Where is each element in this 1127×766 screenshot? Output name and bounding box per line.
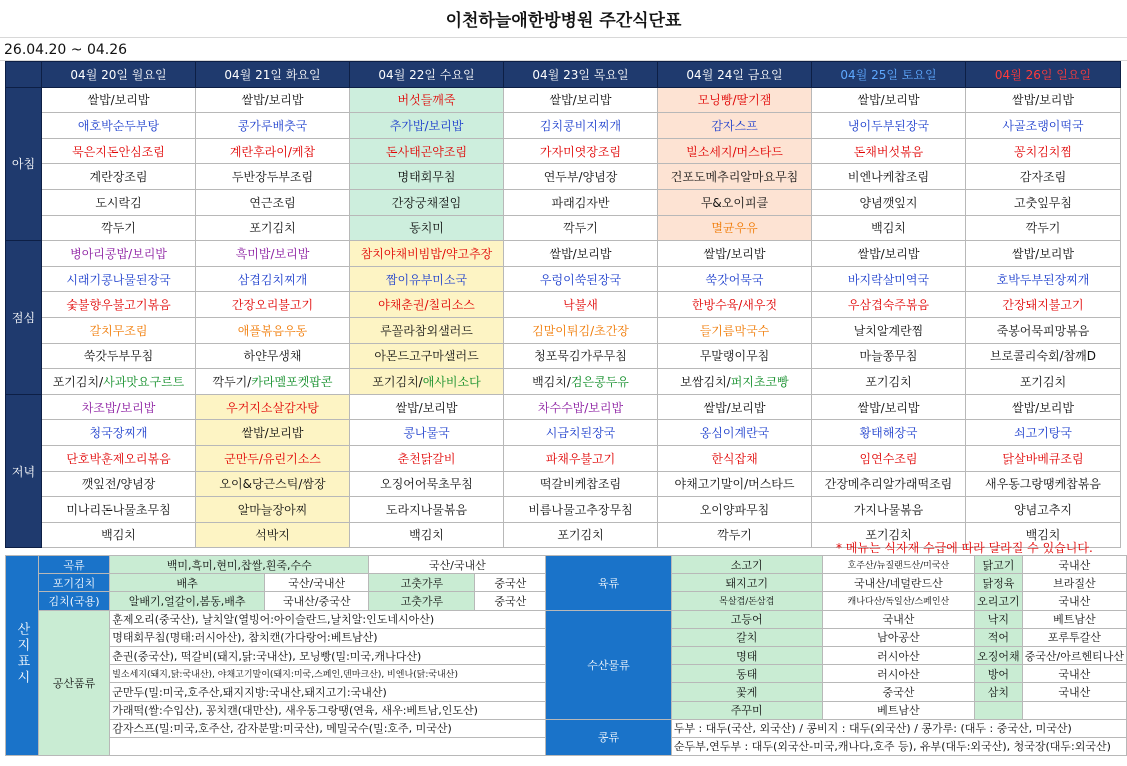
processed-line: 군만두(밀:미국,호주산,돼지지방:국내산,돼지고기:국내산) <box>110 683 546 701</box>
kimchi2-origin: 국내산/중국산 <box>265 592 369 610</box>
menu-cell: 모닝빵/딸기잼 <box>658 87 812 113</box>
menu-cell: 시금치된장국 <box>504 420 658 446</box>
menu-cell: 쌀밥/보리밥 <box>196 420 350 446</box>
menu-cell: 쌀밥/보리밥 <box>504 241 658 267</box>
menu-cell: 간장돼지불고기 <box>966 292 1121 318</box>
seafood-cell: 낙지 <box>975 610 1023 628</box>
menu-cell-kimchi: 포기김치/ <box>52 374 104 389</box>
menu-cell: 황태해장국 <box>812 420 966 446</box>
menu-cell: 쌀밥/보리밥 <box>658 394 812 420</box>
menu-cell: 간장궁채절임 <box>350 189 504 215</box>
menu-cell: 쌀밥/보리밥 <box>42 87 196 113</box>
menu-cell: 멸균우유 <box>658 215 812 241</box>
seafood-cell: 베트남산 <box>822 701 975 719</box>
menu-cell: 깍두기 <box>504 215 658 241</box>
menu-cell: 쌀밥/보리밥 <box>350 394 504 420</box>
menu-cell: 연두부/양념장 <box>504 164 658 190</box>
day-header: 04월 24일 금요일 <box>658 62 812 88</box>
seafood-cell: 삼치 <box>975 683 1023 701</box>
menu-cell: 쌀밥/보리밥 <box>196 87 350 113</box>
seafood-cell: 고등어 <box>671 610 822 628</box>
kimchi-origin: 국산/국내산 <box>265 574 369 592</box>
menu-cell: 춘천닭갈비 <box>350 445 504 471</box>
menu-cell <box>658 369 812 395</box>
menu-cell: 연근조림 <box>196 189 350 215</box>
processed-line: 가래떡(쌀:수입산), 꽁치캔(대만산), 새우동그랑땡(연육, 새우:베트남,인도산) <box>110 701 546 719</box>
menu-cell: 깍두기 <box>658 522 812 548</box>
menu-row <box>6 445 1121 471</box>
menu-cell <box>350 369 504 395</box>
menu-cell: 짬이유부미소국 <box>350 266 504 292</box>
seafood-cell: 갈치 <box>671 628 822 646</box>
menu-cell: 계란후라이/케찹 <box>196 138 350 164</box>
processed-line-empty <box>110 737 546 755</box>
menu-cell: 쌀밥/보리밥 <box>966 87 1121 113</box>
menu-cell: 오징어어묵초무침 <box>350 471 504 497</box>
menu-cell: 비엔나케찹조림 <box>812 164 966 190</box>
menu-cell: 우거지소살감자탕 <box>196 394 350 420</box>
menu-cell: 백김치 <box>966 522 1121 548</box>
seafood-cell: 러시아산 <box>822 665 975 683</box>
page-title: 이천하늘애한방병원 주간식단표 <box>0 0 1127 38</box>
meat-name: 오리고기 <box>975 592 1023 610</box>
menu-cell <box>42 369 196 395</box>
meat-name: 돼지고기 <box>671 574 822 592</box>
menu-cell: 고춧잎무침 <box>966 189 1121 215</box>
menu-cell: 감자조림 <box>966 164 1121 190</box>
menu-cell: 버섯들깨죽 <box>350 87 504 113</box>
menu-cell: 건포도메추리알마요무침 <box>658 164 812 190</box>
kimchi2-label: 김치(국용) <box>38 592 109 610</box>
meat-name: 목살겹/돈삼겹 <box>671 592 822 610</box>
seafood-cell: 꽃게 <box>671 683 822 701</box>
seafood-cell: 국내산 <box>1022 683 1126 701</box>
menu-cell: 임연수조림 <box>812 445 966 471</box>
menu-cell: 도시락김 <box>42 189 196 215</box>
menu-cell: 김치콩비지찌개 <box>504 113 658 139</box>
menu-cell: 콩가루배춧국 <box>196 113 350 139</box>
seafood-cell: 동태 <box>671 665 822 683</box>
menu-cell: 우렁이쑥된장국 <box>504 266 658 292</box>
meat-origin: 국내산/네덜란드산 <box>822 574 975 592</box>
header-corner <box>6 62 42 88</box>
menu-cell: 포기김치 <box>812 522 966 548</box>
menu-cell: 쌀밥/보리밥 <box>504 87 658 113</box>
meat-origin: 브라질산 <box>1022 574 1126 592</box>
menu-cell: 명태회무침 <box>350 164 504 190</box>
menu-cell: 마늘쫑무침 <box>812 343 966 369</box>
menu-row <box>6 420 1121 446</box>
processed-line: 훈제오리(중국산), 날치알(열빙어:아이슬란드,날치알:인도네시아산) <box>110 610 546 628</box>
menu-cell: 묵은지돈안심조림 <box>42 138 196 164</box>
menu-row <box>6 189 1121 215</box>
menu-cell: 숯불향우불고기볶음 <box>42 292 196 318</box>
menu-cell: 꽁치김치찜 <box>966 138 1121 164</box>
seafood-cell: 중국산 <box>822 683 975 701</box>
menu-row <box>6 241 1121 267</box>
meat-origin: 국내산 <box>1022 556 1126 574</box>
menu-cell: 무말랭이무침 <box>658 343 812 369</box>
menu-cell: 알마늘장아찌 <box>196 497 350 523</box>
menu-cell <box>196 369 350 395</box>
grain-items: 백미,흑미,현미,찹쌀,흰죽,수수 <box>110 556 369 574</box>
menu-cell: 돈사태곤약조림 <box>350 138 504 164</box>
menu-cell: 파채우불고기 <box>504 445 658 471</box>
menu-cell: 호박두부된장찌개 <box>966 266 1121 292</box>
origin-table <box>5 555 1127 756</box>
menu-cell: 차조밥/보리밥 <box>42 394 196 420</box>
menu-cell: 사골조랭이떡국 <box>966 113 1121 139</box>
menu-row <box>6 343 1121 369</box>
menu-cell: 쌀밥/보리밥 <box>812 87 966 113</box>
bean-label: 콩류 <box>546 719 672 755</box>
day-header-saturday: 04월 25일 토요일 <box>812 62 966 88</box>
menu-cell: 애호박순두부탕 <box>42 113 196 139</box>
seafood-label: 수산물류 <box>546 610 672 719</box>
kimchi2-item: 알배기,얼갈이,봄동,배추 <box>110 592 265 610</box>
kimchi-pepper-origin: 중국산 <box>475 574 546 592</box>
seafood-cell: 러시아산 <box>822 646 975 664</box>
day-header-row <box>6 62 1121 88</box>
menu-cell: 무&오이피클 <box>658 189 812 215</box>
seafood-cell <box>1022 701 1126 719</box>
menu-cell: 청포묵김가루무침 <box>504 343 658 369</box>
kimchi-pepper: 고춧가루 <box>369 574 475 592</box>
menu-cell: 오이&당근스틱/쌈장 <box>196 471 350 497</box>
day-header: 04월 23일 목요일 <box>504 62 658 88</box>
menu-cell: 참치야채비빔밥/약고추장 <box>350 241 504 267</box>
bean-line: 두부 : 대두(국산, 외국산) / 콩비지 : 대두(외국산) / 콩가루: (대두 : 중국산, 미국산) <box>671 719 1126 737</box>
menu-cell: 쌀밥/보리밥 <box>812 241 966 267</box>
menu-cell: 쌀밥/보리밥 <box>658 241 812 267</box>
menu-cell: 군만두/유린기소스 <box>196 445 350 471</box>
meat-origin: 캐나다산/독일산/스페인산 <box>822 592 975 610</box>
menu-cell: 돈채버섯볶음 <box>812 138 966 164</box>
menu-cell-dessert: 검은콩두유 <box>570 374 629 389</box>
menu-cell: 단호박훈제오리볶음 <box>42 445 196 471</box>
menu-cell: 백김치 <box>42 522 196 548</box>
menu-row <box>6 215 1121 241</box>
seafood-cell: 국내산 <box>1022 665 1126 683</box>
grain-label: 곡류 <box>38 556 109 574</box>
seafood-cell: 적어 <box>975 628 1023 646</box>
menu-cell: 깻잎전/양념장 <box>42 471 196 497</box>
menu-cell: 애플볶음우동 <box>196 317 350 343</box>
processed-line: 춘권(중국산), 떡갈비(돼지,닭:국내산), 모닝빵(밀:미국,캐나다산) <box>110 646 546 664</box>
day-header: 04월 20일 월요일 <box>42 62 196 88</box>
processed-line: 빌소세지(돼지,닭:국내산), 야채고기말이(돼지:미국,스페인,덴마크산), 비엔나(닭:국내산) <box>110 665 546 683</box>
menu-cell: 쌀밥/보리밥 <box>966 241 1121 267</box>
menu-cell-kimchi: 백김치/ <box>532 374 571 389</box>
menu-cell: 쌀밥/보리밥 <box>812 394 966 420</box>
menu-cell: 도라지나물볶음 <box>350 497 504 523</box>
kimchi-item: 배추 <box>110 574 265 592</box>
menu-cell-dessert: 퍼지초코빵 <box>730 374 789 389</box>
menu-cell: 차수수밥/보리밥 <box>504 394 658 420</box>
menu-row <box>6 497 1121 523</box>
menu-cell: 포기김치 <box>812 369 966 395</box>
meat-origin: 국내산 <box>1022 592 1126 610</box>
menu-cell: 깍두기 <box>966 215 1121 241</box>
kimchi-label: 포기김치 <box>38 574 109 592</box>
menu-cell: 야채춘권/칠리소스 <box>350 292 504 318</box>
menu-cell: 날치알계란찜 <box>812 317 966 343</box>
menu-cell: 하얀무생채 <box>196 343 350 369</box>
menu-cell: 낙불새 <box>504 292 658 318</box>
processed-label: 공산품류 <box>38 610 109 756</box>
processed-line: 감자스프(밀:미국,호주산, 감자분말:미국산), 메밀국수(밀:호주, 미국산) <box>110 719 546 737</box>
menu-cell-kimchi: 깍두기/ <box>212 374 252 389</box>
menu-cell: 포기김치 <box>504 522 658 548</box>
menu-cell: 흑미밥/보리밥 <box>196 241 350 267</box>
menu-cell: 석박지 <box>196 522 350 548</box>
meal-label: 저녁 <box>6 394 42 548</box>
menu-cell: 시래기콩나물된장국 <box>42 266 196 292</box>
seafood-cell: 베트남산 <box>1022 610 1126 628</box>
menu-cell: 두반장두부조림 <box>196 164 350 190</box>
menu-cell: 미나리돈나물초무침 <box>42 497 196 523</box>
meal-label: 아침 <box>6 87 42 241</box>
menu-cell: 루꼴라참외샐러드 <box>350 317 504 343</box>
menu-row <box>6 292 1121 318</box>
menu-cell: 양념깻잎지 <box>812 189 966 215</box>
seafood-cell: 명태 <box>671 646 822 664</box>
menu-cell-kimchi: 보쌈김치/ <box>680 374 731 389</box>
menu-cell: 가자미엿장조림 <box>504 138 658 164</box>
meat-name: 닭고기 <box>975 556 1023 574</box>
menu-cell: 추가밥/보리밥 <box>350 113 504 139</box>
menu-cell-dessert: 카라멜포켓팝콘 <box>251 374 333 389</box>
menu-cell: 야채고기말이/머스타드 <box>658 471 812 497</box>
menu-cell: 동치미 <box>350 215 504 241</box>
menu-cell: 죽봉어묵피망볶음 <box>966 317 1121 343</box>
menu-cell: 청국장찌개 <box>42 420 196 446</box>
day-header-sunday: 04월 26일 일요일 <box>966 62 1121 88</box>
menu-cell: 계란장조림 <box>42 164 196 190</box>
grain-origin: 국산/국내산 <box>369 556 546 574</box>
seafood-cell: 주꾸미 <box>671 701 822 719</box>
seafood-cell: 오징어채 <box>975 646 1023 664</box>
menu-cell: 감자스프 <box>658 113 812 139</box>
menu-cell: 병아리콩밥/보리밥 <box>42 241 196 267</box>
menu-cell: 한방수육/새우젓 <box>658 292 812 318</box>
menu-cell: 아몬드고구마샐러드 <box>350 343 504 369</box>
menu-cell-kimchi: 포기김치/ <box>372 374 423 389</box>
menu-cell: 김말이튀김/초간장 <box>504 317 658 343</box>
menu-row <box>6 369 1121 395</box>
menu-cell: 우삼겹숙주볶음 <box>812 292 966 318</box>
meal-label: 점심 <box>6 241 42 395</box>
menu-row <box>6 138 1121 164</box>
menu-cell: 포기김치 <box>966 369 1121 395</box>
menu-cell: 갈치무조림 <box>42 317 196 343</box>
date-range: 26.04.20 ~ 04.26 <box>4 42 128 58</box>
menu-cell: 삼겹김치찌개 <box>196 266 350 292</box>
menu-cell: 냉이두부된장국 <box>812 113 966 139</box>
menu-cell <box>504 369 658 395</box>
menu-cell: 새우동그랑땡케찹볶음 <box>966 471 1121 497</box>
menu-cell: 옹심이계란국 <box>658 420 812 446</box>
menu-cell: 파래김자반 <box>504 189 658 215</box>
menu-cell: 떡갈비케찹조림 <box>504 471 658 497</box>
menu-cell: 들기름막국수 <box>658 317 812 343</box>
meat-name: 닭정육 <box>975 574 1023 592</box>
origin-section-label: 산지표시 <box>6 556 39 756</box>
menu-cell-dessert: 애사비소다 <box>422 374 481 389</box>
menu-row <box>6 113 1121 139</box>
processed-line: 명태회무침(명태:러시아산), 참치캔(가다랑어:베트남산) <box>110 628 546 646</box>
menu-cell: 바지락살미역국 <box>812 266 966 292</box>
menu-cell: 오이양파무침 <box>658 497 812 523</box>
menu-cell: 한식잡채 <box>658 445 812 471</box>
menu-cell: 깍두기 <box>42 215 196 241</box>
seafood-cell: 남아공산 <box>822 628 975 646</box>
menu-cell: 간장메추리알가래떡조림 <box>812 471 966 497</box>
menu-row <box>6 471 1121 497</box>
menu-cell: 콩나물국 <box>350 420 504 446</box>
menu-row <box>6 394 1121 420</box>
menu-row <box>6 87 1121 113</box>
meat-label: 육류 <box>546 556 672 611</box>
menu-cell-dessert: 사과맛요구르트 <box>103 374 185 389</box>
menu-cell: 포기김치 <box>196 215 350 241</box>
seafood-cell: 중국산/아르헨티나산 <box>1022 646 1126 664</box>
menu-cell: 쇠고기탕국 <box>966 420 1121 446</box>
menu-row <box>6 164 1121 190</box>
bean-line: 순두부,연두부 : 대두(외국산-미국,캐나다,호주 등), 유부(대두:외국산), 청국장(대두:외국산) <box>671 737 1126 755</box>
menu-cell: 양념고추지 <box>966 497 1121 523</box>
menu-cell: 브로콜리숙회/참깨D <box>966 343 1121 369</box>
meat-origin: 호주산/뉴질랜드산/미국산 <box>822 556 975 574</box>
menu-cell: 빌소세지/머스타드 <box>658 138 812 164</box>
menu-cell: 쑥갓두부무침 <box>42 343 196 369</box>
menu-cell: 백김치 <box>812 215 966 241</box>
menu-cell: 가지나물볶음 <box>812 497 966 523</box>
menu-change-note: * 메뉴는 식자재 수급에 따라 달라질 수 있습니다. <box>836 541 1093 555</box>
kimchi2-pepper-origin: 중국산 <box>475 592 546 610</box>
menu-row <box>6 317 1121 343</box>
kimchi2-pepper: 고춧가루 <box>369 592 475 610</box>
meat-name: 소고기 <box>671 556 822 574</box>
menu-cell: 쌀밥/보리밥 <box>966 394 1121 420</box>
menu-cell: 닭살바베큐조림 <box>966 445 1121 471</box>
seafood-cell: 포루투갈산 <box>1022 628 1126 646</box>
day-header: 04월 21일 화요일 <box>196 62 350 88</box>
seafood-cell <box>975 701 1023 719</box>
menu-row <box>6 266 1121 292</box>
menu-cell: 쑥갓어묵국 <box>658 266 812 292</box>
menu-cell: 백김치 <box>350 522 504 548</box>
menu-cell: 간장오리불고기 <box>196 292 350 318</box>
weekly-menu-table <box>5 61 1121 548</box>
menu-cell: 비름나물고추장무침 <box>504 497 658 523</box>
seafood-cell: 국내산 <box>822 610 975 628</box>
day-header: 04월 22일 수요일 <box>350 62 504 88</box>
seafood-cell: 방어 <box>975 665 1023 683</box>
